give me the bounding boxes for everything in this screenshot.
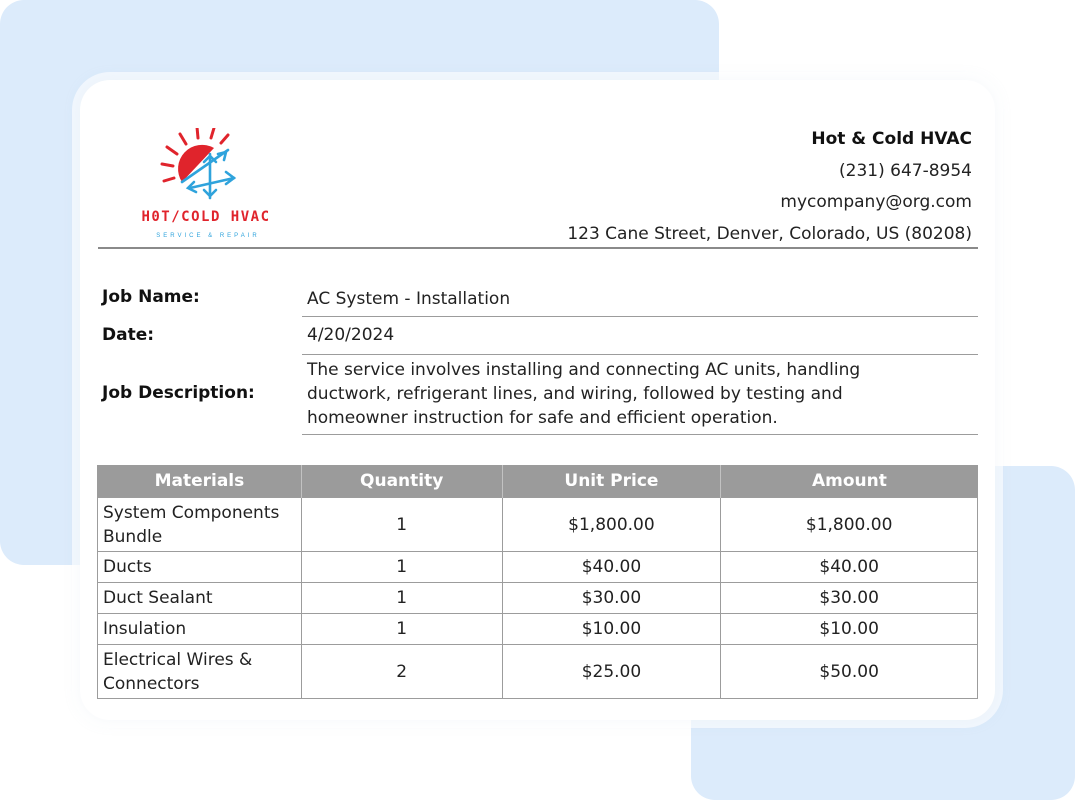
table-row [98,498,978,552]
material-name: Insulation [98,614,302,645]
date-value: 4/20/2024 [307,325,395,345]
job-name-value: AC System - Installation [307,289,511,309]
company-address: 123 Cane Street, Denver, Colorado, US (80208) [567,223,972,244]
material-name: Duct Sealant [98,583,302,614]
job-description-row [102,355,978,435]
sun-snowflake-icon [106,128,306,208]
material-amount: $30.00 [721,583,978,614]
material-unit-price: $1,800.00 [502,498,721,552]
material-unit-price: $25.00 [502,645,721,699]
material-quantity: 1 [301,552,502,583]
materials-table [97,465,978,699]
job-description-value: The service involves installing and connecting AC units, handling ductwork, refrigerant lines, and wiring, followed by testing and homeowner instruction for safe and efficient operation. [307,360,861,428]
material-quantity: 2 [301,645,502,699]
material-quantity: 1 [301,614,502,645]
logo-tagline: SERVICE & REPAIR [156,233,260,239]
material-amount: $10.00 [721,614,978,645]
material-unit-price: $30.00 [502,583,721,614]
header-unit-price: Unit Price [502,465,721,498]
material-amount: $1,800.00 [721,498,978,552]
job-info-section [98,270,978,435]
job-name-row [102,270,978,317]
company-phone: (231) 647-8954 [839,160,972,181]
document-header [98,80,978,249]
job-description-label: Job Description: [102,383,255,403]
date-label: Date: [102,325,155,345]
logo-wordmark: H0T/COLD HVAC [141,209,271,225]
material-name: Electrical Wires & Connectors [98,645,302,699]
table-row [98,583,978,614]
material-amount: $50.00 [721,645,978,699]
job-sheet-card [80,80,995,720]
material-name: System Components Bundle [98,498,302,552]
material-quantity: 1 [301,583,502,614]
material-unit-price: $10.00 [502,614,721,645]
table-row [98,552,978,583]
header-quantity: Quantity [301,465,502,498]
material-name: Ducts [98,552,302,583]
material-unit-price: $40.00 [502,552,721,583]
company-info [567,124,972,250]
material-amount: $40.00 [721,552,978,583]
date-row [102,317,978,355]
company-email: mycompany@org.com [780,192,972,212]
job-name-label: Job Name: [102,287,200,307]
company-logo [106,128,306,242]
table-header-row [98,465,978,498]
material-quantity: 1 [301,498,502,552]
table-row [98,645,978,699]
table-row [98,614,978,645]
header-materials: Materials [98,465,302,498]
header-amount: Amount [721,465,978,498]
company-name: Hot & Cold HVAC [811,129,972,149]
